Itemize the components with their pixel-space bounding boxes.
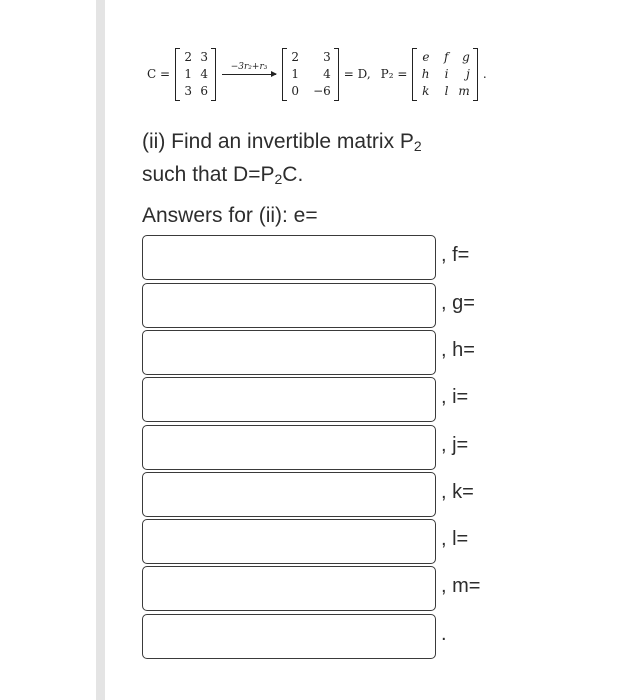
answer-input-g[interactable] — [142, 330, 436, 375]
question-line2: such that D=P — [142, 163, 275, 186]
label-g: , g= — [441, 292, 475, 314]
matrix-d-cell: −6 — [313, 83, 331, 98]
label-j: , j= — [441, 434, 469, 456]
question-line1: (ii) Find an invertible matrix P — [142, 130, 414, 153]
matrix-d-cell: 0 — [291, 83, 300, 98]
matrix-c-cell: 3 — [200, 49, 209, 64]
matrix-c-cell: 2 — [184, 49, 193, 64]
matrix-d-cell: 2 — [291, 49, 300, 64]
left-divider — [96, 0, 105, 700]
answer-input-j[interactable] — [142, 472, 436, 517]
answer-input-i[interactable] — [142, 425, 436, 470]
answer-input-l[interactable] — [142, 566, 436, 611]
matrix-p2-cell: m — [458, 83, 470, 98]
right-arrow-icon — [222, 74, 276, 75]
p2-label: P₂ = — [380, 67, 408, 81]
question-subscript: 2 — [274, 171, 283, 187]
matrix-d-cell: 3 — [323, 49, 331, 64]
left-margin — [0, 0, 100, 700]
label-m: , m= — [441, 575, 481, 597]
label-f: , f= — [441, 244, 470, 266]
label-i: , i= — [441, 386, 469, 408]
matrix-p2-cell: h — [421, 66, 430, 81]
matrix-p2-cell: l — [444, 83, 449, 98]
question-subscript: 2 — [413, 138, 422, 154]
answer-input-f[interactable] — [142, 283, 436, 328]
matrix-c-cell: 6 — [200, 83, 209, 98]
matrix-c-cell: 1 — [184, 66, 193, 81]
matrix-p2-cell: j — [466, 66, 470, 81]
row-operation-label: −3r₂+r₃ — [230, 61, 268, 72]
label-l: , l= — [441, 528, 469, 550]
answer-input-m[interactable] — [142, 614, 436, 659]
matrix-d — [282, 50, 339, 99]
matrix-c — [175, 50, 216, 99]
matrix-p2-cell: i — [444, 66, 449, 81]
matrix-equation — [142, 45, 492, 103]
matrix-p2-cell: k — [422, 83, 430, 98]
matrix-c-cell: 3 — [184, 83, 193, 98]
label-end-dot: . — [441, 623, 447, 645]
matrix-p2-cell: g — [462, 49, 470, 64]
label-k: , k= — [441, 481, 474, 503]
matrix-p2-cell: f — [443, 49, 449, 64]
matrix-c-cell: 4 — [200, 66, 209, 81]
row-operation-arrow — [222, 62, 276, 75]
c-label: C = — [147, 67, 171, 81]
matrix-p2 — [412, 50, 477, 99]
answer-input-h[interactable] — [142, 377, 436, 422]
answer-input-e[interactable] — [142, 235, 436, 280]
question-line2-end: C. — [282, 163, 304, 186]
equation-end-dot: . — [482, 67, 487, 81]
question-text — [142, 125, 482, 191]
answer-input-k[interactable] — [142, 519, 436, 564]
matrix-d-cell: 4 — [323, 66, 331, 81]
matrix-d-cell: 1 — [291, 66, 300, 81]
answers-label: Answers for (ii): e= — [142, 204, 318, 227]
matrix-p2-cell: e — [422, 49, 430, 64]
label-h: , h= — [441, 339, 475, 361]
equals-d-label: = D, — [343, 67, 371, 81]
